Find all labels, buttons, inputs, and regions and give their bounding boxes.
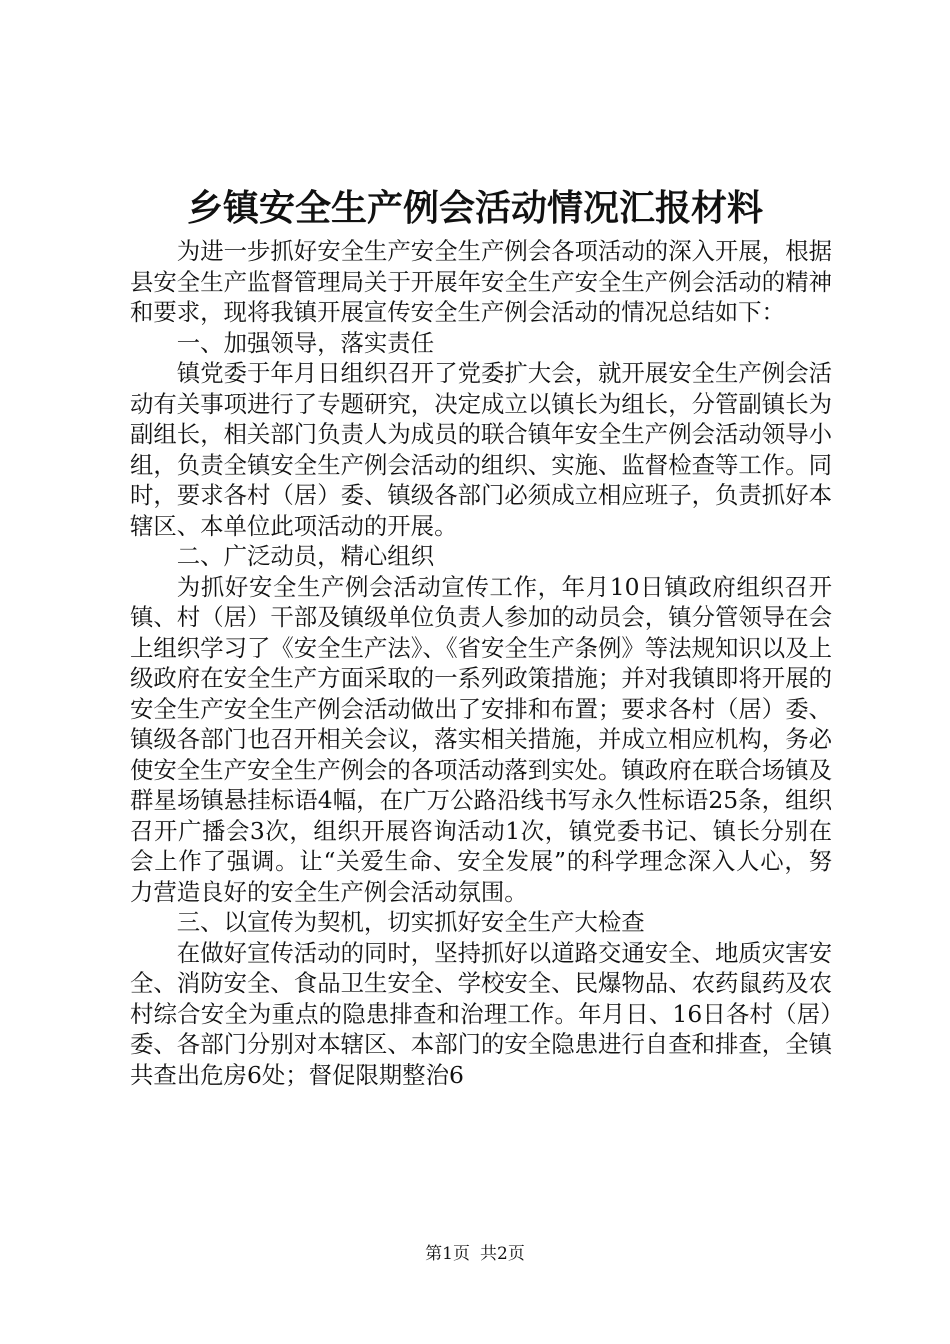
section-heading-3: 三、以宣传为契机，切实抓好安全生产大检查: [176, 908, 645, 936]
document-title: 乡镇安全生产例会活动情况汇报材料: [186, 187, 763, 229]
body-paragraph-3: 在做好宣传活动的同时，坚持抓好以道路交通安全、地质灾害安全、消防安全、食品卫生安全、学校安全、民爆物品、农药鼠药及农村综合安全为重点的隐患排查和治理工作。年月日、16日各村（居）委、各部门分别对本辖区、本部门的安全隐患进行自查和排查，全镇共查出危房6处；督促限期整治6: [130, 938, 832, 1089]
page-total: 共2页: [480, 1244, 525, 1264]
body-paragraph-1: 镇党委于年月日组织召开了党委扩大会，就开展安全生产例会活动有关事项进行了专题研究，决定成立以镇长为组长，分管副镇长为副组长，相关部门负责人为成员的联合镇年安全生产例会活动领导小组，负责全镇安全生产例会活动的组织、实施、监督检查等工作。同时，要求各村（居）委、镇级各部门必须成立相应班子，负责抓好本辖区、本单位此项活动的开展。: [130, 359, 832, 540]
page-footer: [0, 1242, 950, 1266]
section-heading-1: 一、加强领导，落实责任: [176, 328, 435, 357]
body-paragraph-2: 为抓好安全生产例会活动宣传工作，年月10日镇政府组织召开镇、村（居）干部及镇级单位负责人参加的动员会，镇分管领导在会上组织学习了《安全生产法》、《省安全生产条例》等法规知识以及上级政府在安全生产方面采取的一系列政策措施；并对我镇即将开展的安全生产安全生产例会活动做出了安排和布置；要求各村（居）委、镇级各部门也召开相关会议，落实相关措施，并成立相应机构，务必使安全生产安全生产例会的各项活动落到实处。镇政府在联合场镇及群星场镇悬挂标语4幅，在广万公路沿线书写永久性标语25条，组织召开广播会3次，组织开展咨询活动1次，镇党委书记、镇长分别在会上作了强调。让“关爱生命、安全发展”的科学理念深入人心，努力营造良好的安全生产例会活动氛围。: [130, 572, 832, 906]
page-number: 第1页: [425, 1244, 470, 1264]
section-heading-2: 二、广泛动员，精心组织: [176, 542, 435, 570]
intro-paragraph: 为进一步抓好安全生产安全生产例会各项活动的深入开展，根据县安全生产监督管理局关于开展年安全生产安全生产例会活动的精神和要求，现将我镇开展宣传安全生产例会活动的情况总结如下：: [130, 237, 832, 326]
document-body: [130, 236, 832, 1090]
